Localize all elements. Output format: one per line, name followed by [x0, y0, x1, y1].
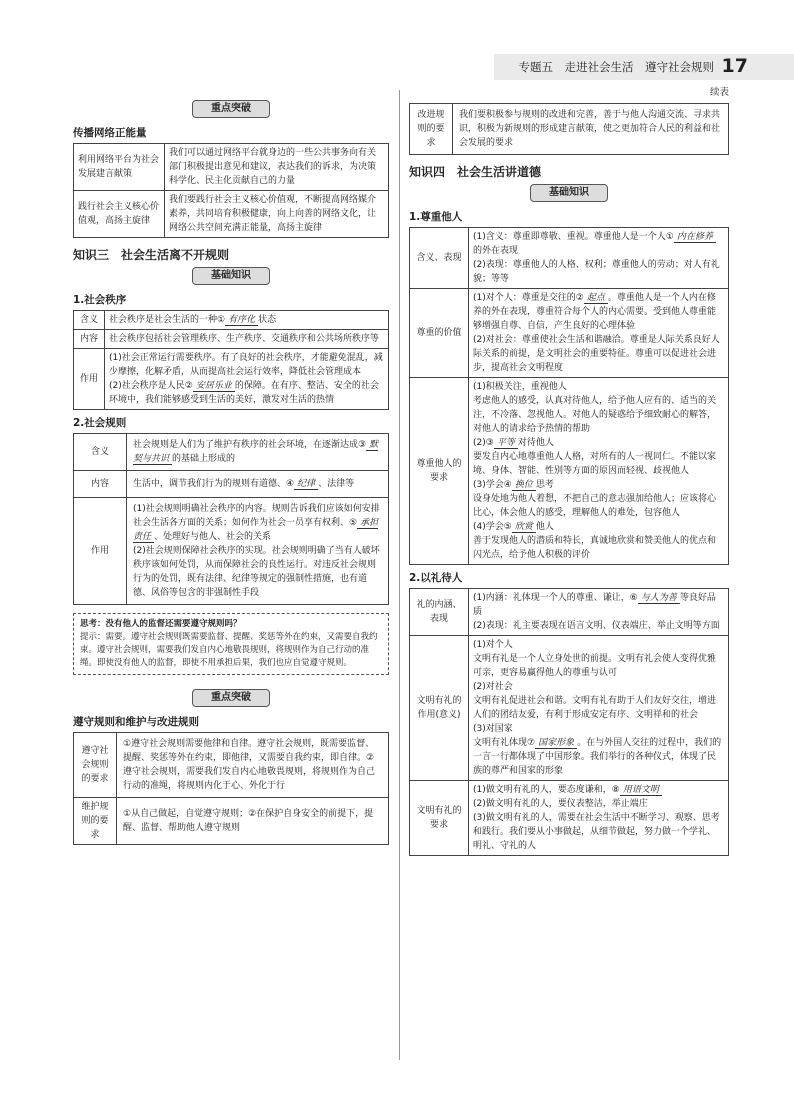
text-line: [473, 783, 724, 797]
row-content: [105, 311, 389, 330]
basic-knowledge-banner: 基础知识: [192, 267, 270, 285]
text-line: [473, 436, 724, 450]
text: (2)表现：礼主要表现在语言文明、仪表端庄、举止文明等方面: [473, 621, 720, 631]
row-label: 改进规则的要求: [410, 104, 453, 155]
text: 。在与外国人交往的过程中，我们的一言一行都体现了中国形象。我们举行的各种仪式，体现了民族的尊严和国家的形象: [473, 738, 722, 776]
table-row: [410, 636, 729, 781]
text: (3)学会④: [473, 480, 512, 490]
row-label: 文明有礼的要求: [410, 781, 469, 856]
text-line: [133, 502, 382, 544]
text: (2)社会规则保障社会秩序的实现。社会规则明确了当有人破坏秩序该如何处罚，从而保障社会的良性运行。对违反社会规则行为的处罚，既有法律、纪律等规定的强制性措施，也有道德、风俗等包含的非强制性手段: [133, 546, 380, 598]
row-content: [127, 498, 389, 605]
text: (1)对个人：尊重是交往的②: [473, 293, 584, 303]
thinking-box: [73, 613, 389, 675]
text: (3)做文明有礼的人，需要在社会生活中不断学习、观察、思考和践行。我们要从小事做起，从细节做起，努力做一个学礼、明礼、守礼的人: [473, 813, 720, 851]
answer: 国家形象: [535, 738, 577, 749]
text-line: [473, 478, 724, 492]
row-content: ①遵守社会规则需要他律和自律。遵守社会规则，既需要监督、提醒、奖惩等外在约束，即他律，又需要自我约束，即自律。②遵守社会规则，需要我们发自内心地敬畏规则，将规则作为自己行动的准绳，将规则内化于心、外化于行: [117, 733, 389, 798]
think-answer: 提示：需要。遵守社会规则既需要监督、提醒、奖惩等外在约束，又需要自我约束。遵守社会规则，需要我们发自内心地敬畏规则，将规则作为自己行动的准绳。即使没有他人的监督，即使不用承担后果，我们也应自觉遵守规则。: [80, 632, 378, 668]
section-heading: 1.尊重他人: [409, 211, 463, 223]
sub-heading: 传播网络正能量: [73, 127, 147, 139]
answer: 承担责任: [133, 518, 379, 542]
chapter-title: 专题五 走进社会生活 遵守社会规则: [518, 60, 714, 74]
social-order-table: [73, 310, 389, 410]
answer: 用语文明: [620, 785, 662, 796]
row-content: [105, 349, 389, 410]
text: (1)内涵：礼体现一个人的尊重、谦让，⑥: [473, 593, 638, 603]
text: 善于发现他人的潜质和特长，真诚地欣赏和赞美他人的优点和闪光点，给予他人积极的评价: [473, 536, 717, 560]
row-label: 作用: [74, 349, 105, 410]
row-label: 遵守社会规则的要求: [74, 733, 117, 798]
table-row: [74, 434, 389, 471]
answer: 有序化: [225, 315, 258, 326]
continued-label: 续表: [709, 87, 729, 98]
text: 的保障。在有序、整洁、安全的社会环境中，我们能够感受到生活的美好，激发对生活的热情: [109, 381, 379, 405]
text: (2)对社会：尊重使社会生活和谐融洽。尊重是人际关系良好人际关系的前提，是文明社会的重要特征。尊重可以促进社会进步，提高社会文明程度: [473, 335, 720, 373]
row-label: 践行社会主义核心价值观，高扬主旋律: [74, 191, 165, 238]
respect-table: [409, 227, 729, 565]
row-label: 含义: [74, 434, 127, 471]
text: 状态: [258, 315, 277, 325]
text: (1)做文明有礼的人，要态度谦和，⑧: [473, 785, 620, 795]
table-row: [410, 289, 729, 378]
text: 文明有礼体现⑦: [473, 738, 536, 748]
text: (3)对国家: [473, 724, 513, 734]
table-row: [410, 228, 729, 289]
table-row: [74, 349, 389, 410]
answer: 与人为善: [638, 593, 680, 604]
text: (1)社会规则明确社会秩序的内容。规则告诉我们应该如何安排社会生活各方面的关系；如何作为社会一员享有权利、⑤: [133, 504, 380, 528]
text-line: [473, 736, 724, 778]
row-content: [469, 636, 729, 781]
table-row: [74, 471, 389, 498]
text: 、法律等: [318, 479, 355, 489]
text: 文明有礼是一个人立身处世的前提。文明有礼会使人变得优雅可亲，更容易赢得他人的尊重与认可: [473, 654, 717, 678]
left-column: [73, 86, 389, 845]
row-content: 社会秩序包括社会管理秩序、生产秩序、交通秩序和公共场所秩序等: [105, 330, 389, 349]
row-label: 文明有礼的作用(意义): [410, 636, 469, 781]
text-line: [473, 230, 724, 258]
text: 社会规则是人们为了维护有秩序的社会环境，在逐渐达成③: [133, 440, 367, 450]
answer: 默契与共识: [133, 440, 379, 464]
text-line: [473, 291, 724, 333]
row-label: 尊重的价值: [410, 289, 469, 378]
text-line: [109, 379, 384, 407]
answer: 安居乐业: [193, 381, 235, 392]
text: (1)社会正常运行需要秩序。有了良好的社会秩序，才能避免混乱，减少摩擦，化解矛盾，从而提高社会运行效率，降低社会管理成本: [109, 353, 383, 377]
sub-heading: 遵守规则和维护与改进规则: [73, 716, 199, 728]
section-heading: 2.以礼待人: [409, 572, 463, 584]
text: 考虑他人的感受，认真对待他人，给予他人应有的、适当的关注，不冷落、忽视他人。对他人的疑惑给予细致耐心的解答，对他人的请求给予热情的帮助: [473, 396, 717, 434]
text: 对待他人: [517, 438, 554, 448]
row-content: 我们要践行社会主义核心价值观，不断提高网络媒介素养，共同培育积极健康，向上向善的网络文化，让网络公共空间充满正能量，高扬主旋律: [165, 191, 389, 238]
section-heading: 1.社会秩序: [73, 294, 127, 306]
row-label: 利用网络平台为社会发展建言献策: [74, 144, 165, 191]
basic-knowledge-banner: 基础知识: [530, 184, 608, 202]
answer: 纪律: [294, 479, 318, 490]
table-row: [410, 378, 729, 565]
text: (4)学会⑤: [473, 522, 512, 532]
row-content: [469, 781, 729, 856]
row-content: ①从自己做起，自觉遵守规则；②在保护自身安全的前提下，提醒、监督、帮助他人遵守规则: [117, 798, 389, 845]
text: 思考: [535, 480, 554, 490]
answer: 起点: [584, 293, 608, 304]
row-label: 作用: [74, 498, 127, 605]
row-content: [127, 471, 389, 498]
social-rules-table: [73, 433, 389, 605]
text: 的基础上形成的: [172, 454, 236, 464]
text: (1)积极关注，重视他人: [473, 382, 567, 392]
section-heading: 2.社会规则: [73, 417, 127, 429]
row-content: [469, 289, 729, 378]
table-row: [410, 589, 729, 636]
text: 社会秩序是社会生活的一种①: [109, 315, 226, 325]
text: 。尊重他人是一个人内在修养的外在表现，尊重符合每个人的内心需要。受到他人尊重能够增强自尊、自信，产生良好的心理体验: [473, 293, 717, 331]
answer: 平等: [494, 438, 518, 449]
key-breakthrough-banner: 重点突破: [192, 689, 270, 707]
page-number: 17: [721, 55, 748, 77]
text-line: [473, 520, 724, 534]
answer: 内在修养: [674, 232, 716, 243]
row-label: 内容: [74, 330, 105, 349]
text: 、处理好与他人、社会的关系: [154, 532, 272, 542]
table-row: [74, 311, 389, 330]
text: 的外在表现: [473, 246, 519, 256]
row-label: 内容: [74, 471, 127, 498]
text: 他人: [535, 522, 554, 532]
text: (2)做文明有礼的人，要仪表整洁，举止端庄: [473, 799, 648, 809]
row-content: [469, 589, 729, 636]
table-row: [74, 191, 389, 238]
text: (2)③: [473, 438, 494, 448]
text: 设身处地为他人着想，不把自己的意志强加给他人；应该将心比心，体会他人的感受，理解他人的难处，包容他人: [473, 494, 717, 518]
text-line: [473, 591, 724, 619]
row-content: [127, 434, 389, 471]
table-row: [410, 781, 729, 856]
network-table: [73, 143, 389, 238]
page-header: [494, 54, 794, 80]
think-question: 思考：没有他人的监督还需要遵守规则吗？: [80, 619, 242, 629]
key-breakthrough-banner: 重点突破: [192, 100, 270, 118]
table-row: [74, 733, 389, 798]
row-content: [469, 378, 729, 565]
row-content: 我们可以通过网络平台就身边的一些公共事务向有关部门积极提出意见和建议，表达我们的诉求，为决策科学化、民主化贡献自己的力量: [165, 144, 389, 191]
answer: 欣赏: [512, 522, 536, 533]
table-row: [74, 330, 389, 349]
row-label: 含义: [74, 311, 105, 330]
row-label: 维护规则的要求: [74, 798, 117, 845]
answer: 换位: [512, 480, 536, 491]
text: (1)对个人: [473, 640, 513, 650]
column-divider: [399, 90, 400, 1060]
rules-improve-table: [409, 103, 729, 155]
text: 生活中，调节我们行为的规则有道德、④: [133, 479, 295, 489]
text: (2)社会秩序是人民②: [109, 381, 193, 391]
table-row: [74, 798, 389, 845]
table-row: [74, 144, 389, 191]
text: (2)对社会: [473, 682, 513, 692]
text: (2)表现：尊重他人的人格、权利；尊重他人的劳动；对人有礼貌；等等: [473, 260, 720, 284]
row-label: 含义、表现: [410, 228, 469, 289]
row-content: [469, 228, 729, 289]
text: 文明有礼促进社会和谐。文明有礼有助于人们友好交往，增进人们的团结友爱，有利于形成安定有序、文明祥和的社会: [473, 696, 717, 720]
courtesy-table: [409, 588, 729, 856]
text: 要发自内心地尊重他人人格，对所有的人一视同仁。不能以家境、身体、智能、性别等方面的原因而轻视、歧视他人: [473, 452, 717, 476]
right-column: [409, 86, 729, 856]
text: (1)含义：尊重即尊敬、重视。尊重他人是一个人①: [473, 232, 674, 242]
knowledge-four-title: 知识四 社会生活讲道德: [409, 165, 542, 179]
knowledge-three-title: 知识三 社会生活离不开规则: [73, 248, 230, 262]
rules-compliance-table: [73, 732, 389, 845]
row-label: 礼的内涵、表现: [410, 589, 469, 636]
table-row: [410, 104, 729, 155]
text: 等良好品质: [473, 593, 716, 617]
row-content: 我们要积极参与规则的改进和完善，善于与他人沟通交流、寻求共识，积极为新规则的形成建言献策，使之更加符合人民的利益和社会发展的要求: [453, 104, 729, 155]
table-row: [74, 498, 389, 605]
row-label: 尊重他人的要求: [410, 378, 469, 565]
